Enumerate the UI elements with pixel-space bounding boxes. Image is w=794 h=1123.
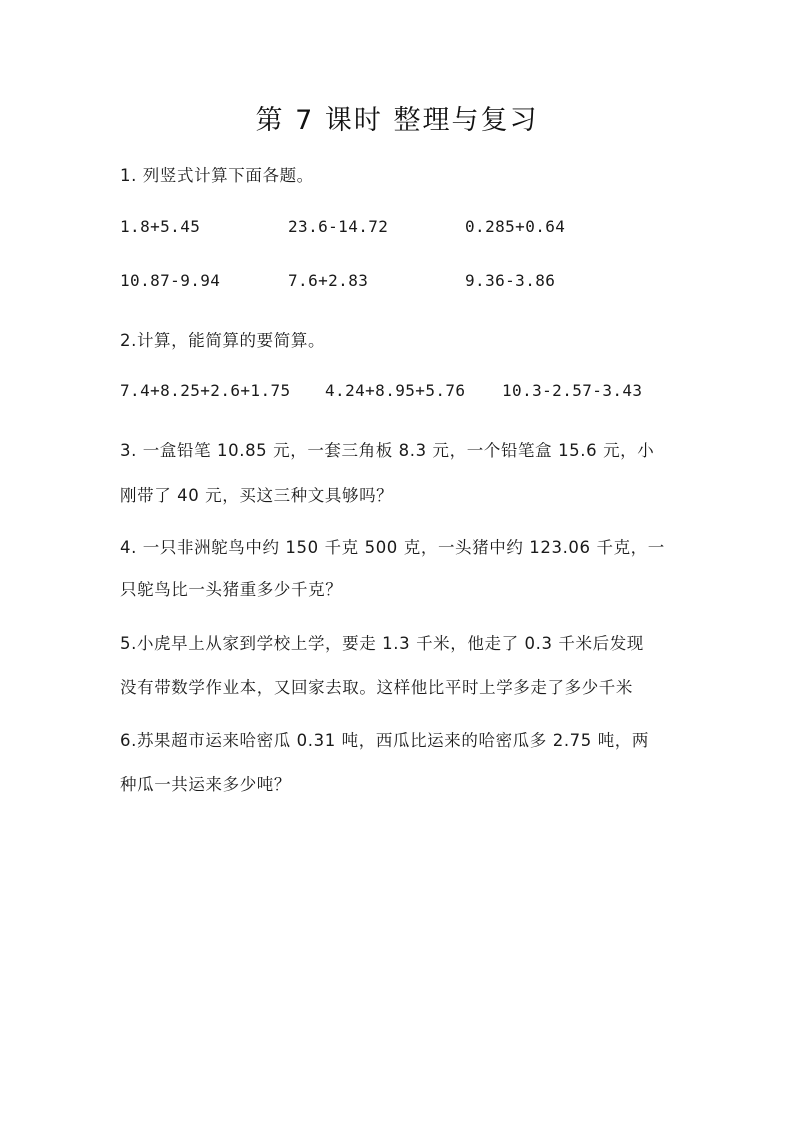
page-title: 第 7 课时 整理与复习 xyxy=(255,105,539,136)
question-4-line-1: 4. 一只非洲鸵鸟中约 150 千克 500 克，一头猪中约 123.06 千克，一 xyxy=(120,538,665,557)
question-4-line-2: 只鸵鸟比一头猪重多少千克？ xyxy=(120,580,343,599)
q1-expression-3: 0.285+0.64 xyxy=(465,217,566,236)
q1-expression-2: 23.6-14.72 xyxy=(288,217,389,236)
question-6-line-1: 6.苏果超市运来哈密瓜 0.31 吨，西瓜比运来的哈密瓜多 2.75 吨，两 xyxy=(120,731,649,750)
question-3-line-1: 3. 一盒铅笔 10.85 元，一套三角板 8.3 元，一个铅笔盒 15.6 元，小 xyxy=(120,441,655,460)
q2-expression-2: 4.24+8.95+5.76 xyxy=(325,381,466,400)
question-6-line-2: 种瓜一共运来多少吨？ xyxy=(120,775,291,794)
q2-expression-3: 10.3-2.57-3.43 xyxy=(502,381,643,400)
question-5-line-1: 5.小虎早上从家到学校上学，要走 1.3 千米，他走了 0.3 千米后发现 xyxy=(120,634,644,653)
q1-expression-1: 1.8+5.45 xyxy=(120,217,201,236)
q1-expression-6: 9.36-3.86 xyxy=(465,271,556,290)
q1-expression-5: 7.6+2.83 xyxy=(288,271,369,290)
question-2-heading: 2.计算，能简算的要简算。 xyxy=(120,331,326,350)
question-1-heading: 1. 列竖式计算下面各题。 xyxy=(120,166,314,185)
q2-expression-1: 7.4+8.25+2.6+1.75 xyxy=(120,381,291,400)
question-5-line-2: 没有带数学作业本，又回家去取。这样他比平时上学多走了多少千米 xyxy=(120,678,633,697)
question-3-line-2: 刚带了 40 元，买这三种文具够吗？ xyxy=(120,486,394,505)
q1-expression-4: 10.87-9.94 xyxy=(120,271,221,290)
